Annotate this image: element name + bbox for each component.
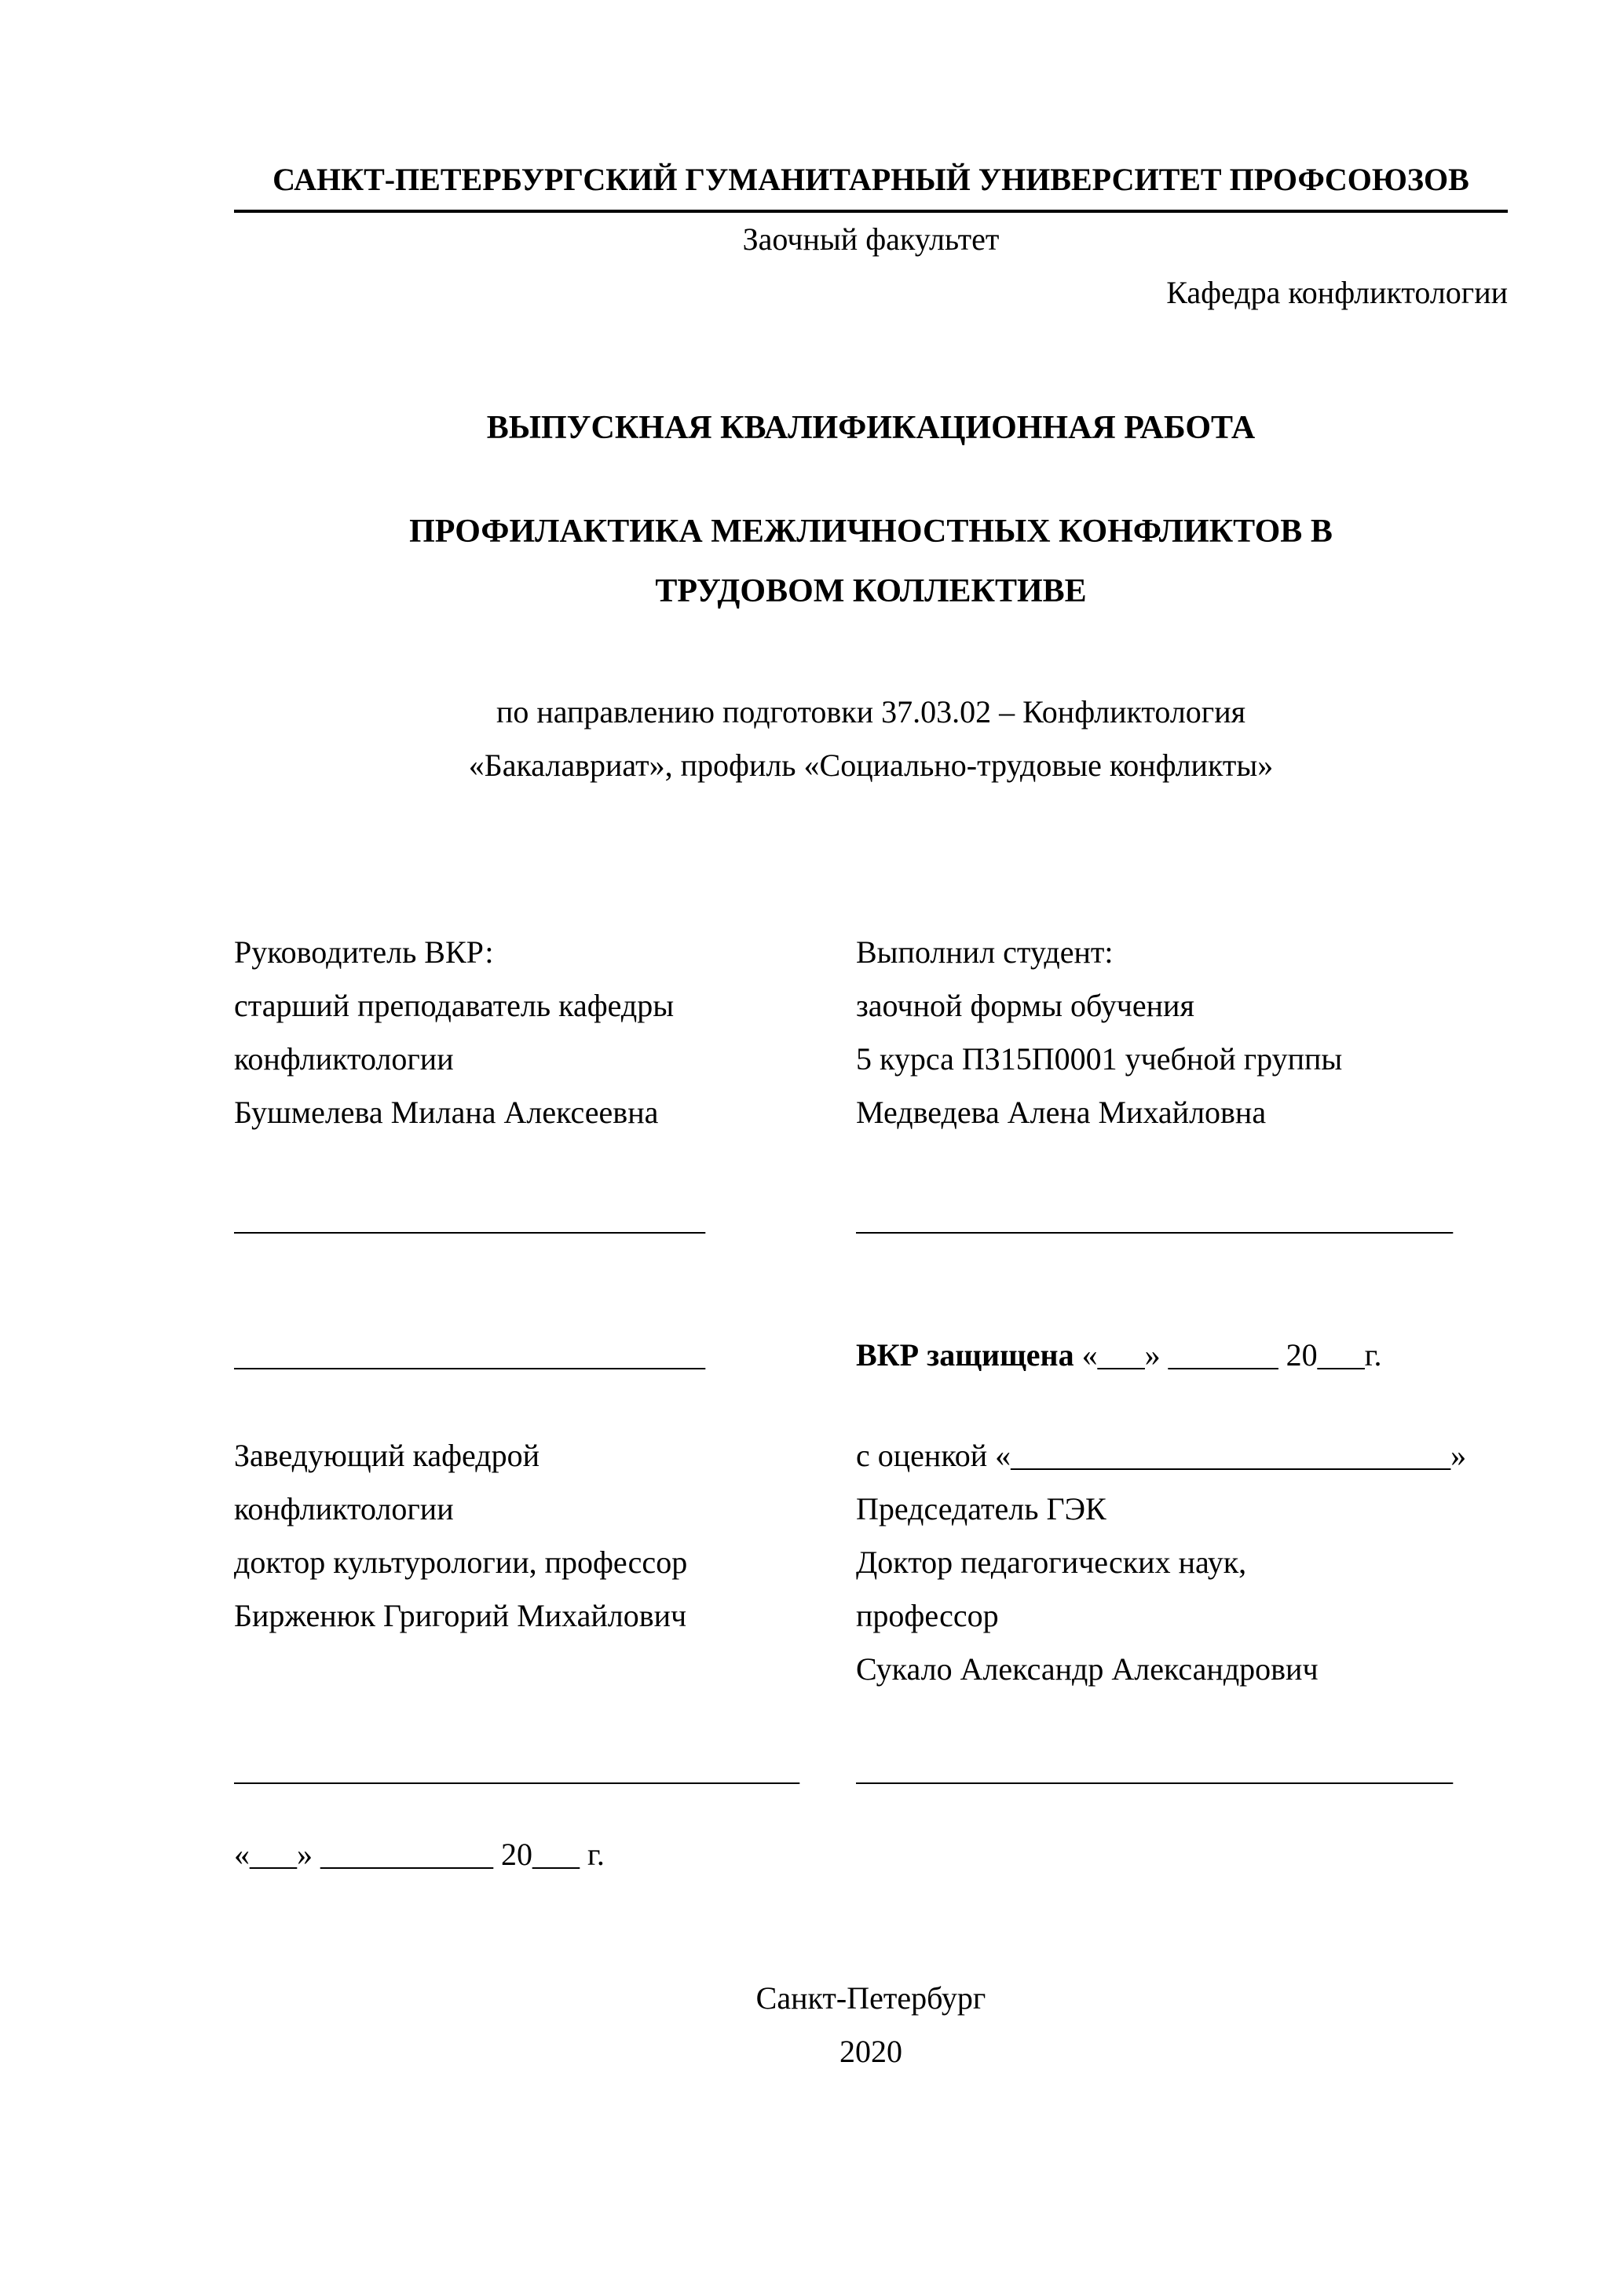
head-position: доктор культурологии, профессор	[234, 1545, 688, 1580]
chairman-position-line2: профессор	[856, 1598, 999, 1633]
chairman-label: Председатель ГЭК	[856, 1491, 1106, 1526]
supervisor-position-line1: старший преподаватель кафедры	[234, 988, 675, 1023]
defended-blanks: «___» _______ 20___г.	[1074, 1337, 1382, 1373]
chairman-name: Сукало Александр Александрович	[856, 1651, 1319, 1687]
head-label-line1: Заведующий кафедрой	[234, 1438, 540, 1473]
signature-row-2	[234, 1743, 1508, 1797]
supervisor-name: Бушмелева Милана Алексеевна	[234, 1095, 659, 1130]
defended-row	[234, 1329, 1508, 1382]
supervisor-info	[234, 926, 856, 1139]
supervisor-label: Руководитель ВКР:	[234, 934, 494, 970]
defended-label: ВКР защищена	[856, 1337, 1074, 1373]
defended-line	[856, 1329, 1508, 1382]
student-signature-line: ______________________________________	[856, 1201, 1453, 1237]
signature-row-1	[234, 1193, 1508, 1246]
student-line1: заочной формы обучения	[856, 988, 1194, 1023]
program-line2: «Бакалавриат», профиль «Социально-трудовые конфликты»	[468, 748, 1274, 783]
city-year-block	[234, 1972, 1508, 2078]
chairman-info	[856, 1429, 1508, 1696]
head-chairman-block	[234, 1429, 1508, 1696]
faculty-name: Заочный факультет	[742, 221, 1000, 257]
supervisor-signature-line: ______________________________	[234, 1201, 705, 1237]
university-header	[234, 153, 1508, 213]
chairman-position-line1: Доктор педагогических наук,	[856, 1545, 1247, 1580]
work-type-heading: ВЫПУСКНАЯ КВАЛИФИКАЦИОННАЯ РАБОТА	[486, 410, 1256, 446]
thesis-title	[234, 502, 1508, 621]
head-signature-line: ____________________________________	[234, 1752, 799, 1787]
grade-line: с оценкой «____________________________»	[856, 1438, 1467, 1473]
left-signature-line-2: ______________________________	[234, 1337, 705, 1373]
thesis-title-line1: ПРОФИЛАКТИКА МЕЖЛИЧНОСТНЫХ КОНФЛИКТОВ В	[409, 514, 1333, 550]
student-label: Выполнил студент:	[856, 934, 1114, 970]
supervisor-position-line2: конфликтологии	[234, 1041, 454, 1077]
head-date-line: «___» ___________ 20___ г.	[234, 1837, 605, 1872]
head-name: Бирженюк Григорий Михайлович	[234, 1598, 687, 1633]
chairman-signature-line: ______________________________________	[856, 1752, 1453, 1787]
student-name: Медведева Алена Михайловна	[856, 1095, 1267, 1130]
date-row	[234, 1828, 1508, 1881]
city-name: Санкт-Петербург	[755, 1980, 986, 2016]
head-of-department-info	[234, 1429, 856, 1696]
supervisor-student-block	[234, 926, 1508, 1139]
thesis-title-line2: ТРУДОВОМ КОЛЛЕКТИВЕ	[655, 573, 1087, 609]
program-info	[234, 686, 1508, 792]
program-line1: по направлению подготовки 37.03.02 – Конфликтология	[496, 694, 1246, 729]
university-name: САНКТ-ПЕТЕРБУРГСКИЙ ГУМАНИТАРНЫЙ УНИВЕРСИТЕТ ПРОФСОЮЗОВ	[272, 162, 1469, 197]
year: 2020	[839, 2034, 902, 2069]
department-name: Кафедра конфликтологии	[1166, 275, 1508, 310]
student-line2: 5 курса ПЗ15П0001 учебной группы	[856, 1041, 1343, 1077]
head-label-line2: конфликтологии	[234, 1491, 454, 1526]
student-info	[856, 926, 1508, 1139]
